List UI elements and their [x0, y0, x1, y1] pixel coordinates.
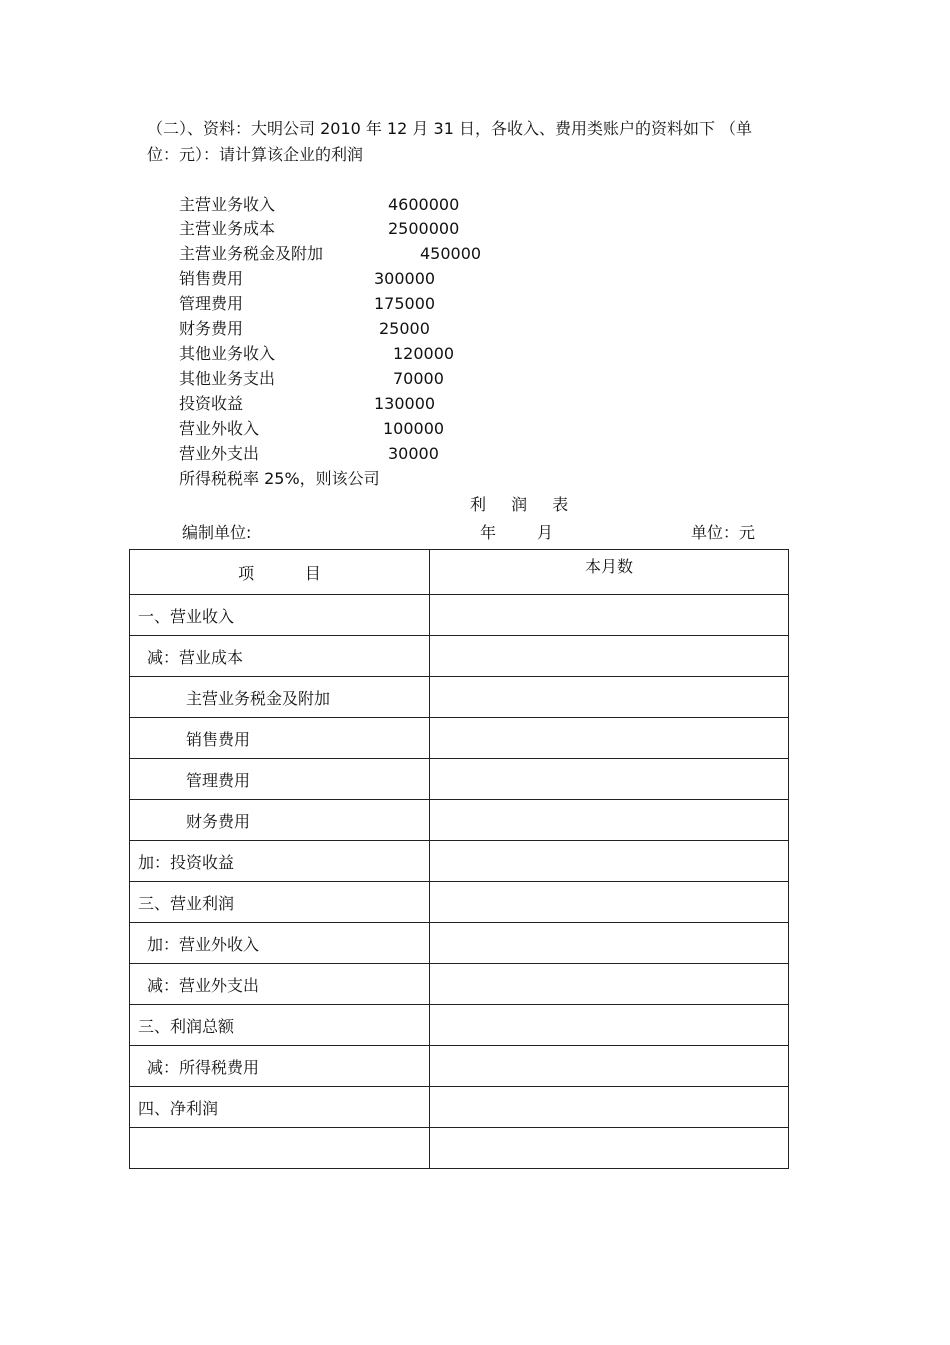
table-row	[130, 718, 789, 759]
unit-label: 单位：元	[691, 523, 756, 542]
account-value: 300000	[374, 269, 436, 288]
table-row	[130, 800, 789, 841]
account-value: 100000	[383, 419, 445, 438]
table-row	[130, 759, 789, 800]
profit-statement-table	[129, 549, 789, 1169]
row-label: 销售费用	[130, 718, 430, 759]
account-label: 投资收益	[179, 394, 244, 413]
account-value: 450000	[420, 244, 482, 263]
row-amount	[430, 964, 789, 1005]
row-label: 减：营业外支出	[130, 964, 430, 1005]
account-label: 营业外收入	[179, 419, 260, 438]
row-label	[130, 1128, 430, 1169]
account-value: 130000	[374, 394, 436, 413]
account-label: 主营业务收入	[179, 195, 276, 214]
year-label: 年	[480, 523, 497, 542]
row-amount	[430, 882, 789, 923]
account-label: 销售费用	[179, 269, 244, 288]
compiler-label: 编制单位:	[182, 523, 252, 542]
table-row	[130, 923, 789, 964]
account-label: 营业外支出	[179, 444, 260, 463]
row-label: 减：营业成本	[130, 636, 430, 677]
account-label: 主营业务税金及附加	[179, 244, 324, 263]
account-value: 2500000	[388, 219, 460, 238]
account-value: 70000	[393, 369, 444, 388]
row-label: 主营业务税金及附加	[130, 677, 430, 718]
row-label: 加：投资收益	[130, 841, 430, 882]
account-label: 管理费用	[179, 294, 244, 313]
row-label: 一、营业收入	[130, 595, 430, 636]
table-row	[130, 841, 789, 882]
table-row	[130, 1046, 789, 1087]
statement-title	[470, 495, 568, 515]
account-value: 25000	[379, 319, 430, 338]
account-label: 财务费用	[179, 319, 244, 338]
row-amount	[430, 841, 789, 882]
row-amount	[430, 1046, 789, 1087]
table-row	[130, 677, 789, 718]
row-label: 加：营业外收入	[130, 923, 430, 964]
tax-note: 所得税税率 25%，则该公司	[179, 469, 380, 488]
row-label: 三、利润总额	[130, 1005, 430, 1046]
column-header-amount: 本月数	[430, 550, 789, 595]
row-amount	[430, 595, 789, 636]
title-char: 润	[511, 495, 528, 514]
row-label: 减：所得税费用	[130, 1046, 430, 1087]
row-amount	[430, 759, 789, 800]
table-row	[130, 1128, 789, 1169]
table-row	[130, 1087, 789, 1128]
account-value: 30000	[388, 444, 439, 463]
row-amount	[430, 677, 789, 718]
row-amount	[430, 1087, 789, 1128]
row-label: 三、营业利润	[130, 882, 430, 923]
row-amount	[430, 636, 789, 677]
table-header-row	[130, 550, 789, 595]
account-label: 其他业务支出	[179, 369, 276, 388]
title-char: 利	[470, 495, 487, 514]
account-value: 4600000	[388, 195, 460, 214]
intro-line-1: （二）、资料：大明公司 2010 年 12 月 31 日，各收入、费用类账户的资料如下 （单	[147, 119, 753, 138]
row-label: 管理费用	[130, 759, 430, 800]
month-label: 月	[537, 523, 554, 542]
intro-line-2: 位：元）：请计算该企业的利润	[147, 145, 364, 164]
row-amount	[430, 1005, 789, 1046]
table-row	[130, 882, 789, 923]
row-amount	[430, 718, 789, 759]
account-value: 175000	[374, 294, 436, 313]
table-row	[130, 964, 789, 1005]
account-label: 主营业务成本	[179, 219, 276, 238]
account-label: 其他业务收入	[179, 344, 276, 363]
row-amount	[430, 800, 789, 841]
row-amount	[430, 923, 789, 964]
row-amount	[430, 1128, 789, 1169]
column-header-item: 项 目	[130, 550, 430, 595]
row-label: 四、净利润	[130, 1087, 430, 1128]
row-label: 财务费用	[130, 800, 430, 841]
table-row	[130, 595, 789, 636]
table-row	[130, 636, 789, 677]
table-row	[130, 1005, 789, 1046]
title-char: 表	[552, 495, 569, 514]
account-value: 120000	[393, 344, 455, 363]
